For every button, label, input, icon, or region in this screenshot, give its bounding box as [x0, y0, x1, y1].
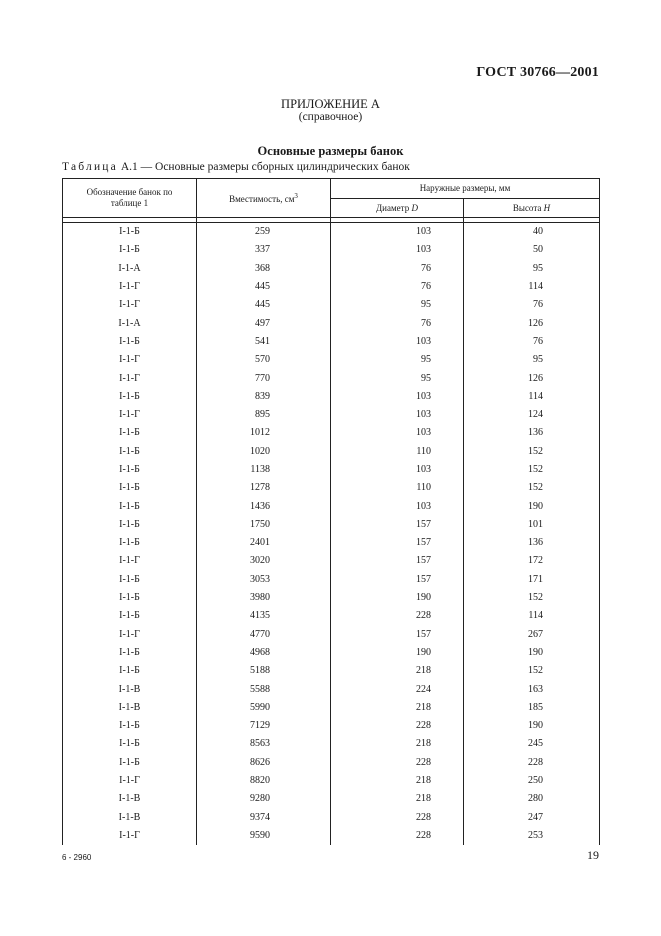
designation-cell: I-1-Б [63, 497, 197, 515]
page-number: 19 [587, 848, 599, 862]
diameter-cell: 95 [331, 351, 464, 369]
table-row [63, 662, 600, 680]
table-row [63, 296, 600, 314]
table-row [63, 772, 600, 790]
capacity-cell: 4770 [197, 626, 331, 644]
diameter-cell: 103 [331, 406, 464, 424]
table-caption-word: Таблица [62, 161, 118, 173]
diameter-cell: 103 [331, 388, 464, 406]
print-code: 6 - 2960 [62, 853, 92, 862]
height-cell: 152 [464, 443, 600, 461]
designation-cell: I-1-Г [63, 351, 197, 369]
designation-cell: I-1-Г [63, 278, 197, 296]
designation-cell: I-1-В [63, 699, 197, 717]
header-capacity [197, 179, 331, 218]
diameter-cell: 76 [331, 314, 464, 332]
table-row [63, 626, 600, 644]
diameter-cell: 218 [331, 790, 464, 808]
designation-cell: I-1-А [63, 314, 197, 332]
table-row [63, 443, 600, 461]
header-designation: Обозначение банок по таблице 1 [63, 179, 197, 218]
designation-cell: I-1-Г [63, 772, 197, 790]
capacity-cell: 259 [197, 223, 331, 242]
diameter-cell: 103 [331, 333, 464, 351]
table-row [63, 424, 600, 442]
table-row [63, 790, 600, 808]
height-cell: 124 [464, 406, 600, 424]
designation-cell: I-1-Б [63, 662, 197, 680]
diameter-cell: 218 [331, 735, 464, 753]
header-diameter-label: Диаметр [376, 202, 410, 213]
designation-cell: I-1-Б [63, 461, 197, 479]
height-cell: 76 [464, 333, 600, 351]
height-cell: 114 [464, 607, 600, 625]
designation-cell: I-1-Г [63, 369, 197, 387]
height-cell: 250 [464, 772, 600, 790]
height-cell: 126 [464, 369, 600, 387]
capacity-cell: 895 [197, 406, 331, 424]
designation-cell: I-1-Б [63, 735, 197, 753]
height-cell: 40 [464, 223, 600, 242]
diameter-cell: 190 [331, 589, 464, 607]
height-cell: 76 [464, 296, 600, 314]
designation-cell: I-1-Б [63, 589, 197, 607]
table-row [63, 680, 600, 698]
table-row [63, 644, 600, 662]
capacity-cell: 770 [197, 369, 331, 387]
height-cell: 190 [464, 717, 600, 735]
capacity-cell: 9280 [197, 790, 331, 808]
designation-cell: I-1-Б [63, 516, 197, 534]
height-cell: 152 [464, 479, 600, 497]
height-cell: 171 [464, 571, 600, 589]
height-cell: 190 [464, 497, 600, 515]
height-cell: 101 [464, 516, 600, 534]
table-row [63, 589, 600, 607]
diameter-cell: 103 [331, 424, 464, 442]
capacity-cell: 5588 [197, 680, 331, 698]
table-row [63, 717, 600, 735]
designation-cell: I-1-Б [63, 241, 197, 259]
designation-cell: I-1-Г [63, 626, 197, 644]
height-cell: 152 [464, 662, 600, 680]
capacity-cell: 2401 [197, 534, 331, 552]
capacity-cell: 7129 [197, 717, 331, 735]
designation-cell: I-1-В [63, 680, 197, 698]
diameter-cell: 76 [331, 260, 464, 278]
diameter-cell: 103 [331, 223, 464, 242]
designation-cell: I-1-В [63, 809, 197, 827]
table-row [63, 497, 600, 515]
table-row [63, 809, 600, 827]
designation-cell: I-1-А [63, 260, 197, 278]
diameter-cell: 218 [331, 662, 464, 680]
height-cell: 114 [464, 388, 600, 406]
table-caption [62, 161, 410, 173]
table-row [63, 461, 600, 479]
capacity-cell: 445 [197, 296, 331, 314]
capacity-cell: 9374 [197, 809, 331, 827]
capacity-cell: 839 [197, 388, 331, 406]
header-capacity-sup: 3 [294, 192, 298, 200]
table-row [63, 314, 600, 332]
height-cell: 136 [464, 534, 600, 552]
capacity-cell: 1138 [197, 461, 331, 479]
capacity-cell: 4135 [197, 607, 331, 625]
diameter-cell: 95 [331, 369, 464, 387]
height-cell: 114 [464, 278, 600, 296]
table-row [63, 388, 600, 406]
height-cell: 126 [464, 314, 600, 332]
height-cell: 172 [464, 552, 600, 570]
capacity-cell: 337 [197, 241, 331, 259]
table-row [63, 516, 600, 534]
table-row [63, 534, 600, 552]
height-cell: 136 [464, 424, 600, 442]
diameter-cell: 157 [331, 516, 464, 534]
diameter-cell: 218 [331, 772, 464, 790]
diameter-cell: 110 [331, 479, 464, 497]
designation-cell: I-1-Г [63, 552, 197, 570]
diameter-cell: 157 [331, 626, 464, 644]
capacity-cell: 1750 [197, 516, 331, 534]
designation-cell: I-1-Б [63, 534, 197, 552]
capacity-cell: 445 [197, 278, 331, 296]
capacity-cell: 8563 [197, 735, 331, 753]
diameter-cell: 157 [331, 571, 464, 589]
section-title: Основные размеры банок [257, 144, 404, 158]
designation-cell: I-1-Б [63, 443, 197, 461]
height-cell: 152 [464, 461, 600, 479]
table-row [63, 607, 600, 625]
table-row [63, 369, 600, 387]
capacity-cell: 3020 [197, 552, 331, 570]
diameter-cell: 218 [331, 699, 464, 717]
table-row [63, 241, 600, 259]
designation-cell: I-1-Б [63, 479, 197, 497]
capacity-cell: 3980 [197, 589, 331, 607]
table-row [63, 278, 600, 296]
designation-cell: I-1-Б [63, 644, 197, 662]
table-row [63, 479, 600, 497]
designation-cell: I-1-Г [63, 296, 197, 314]
height-cell: 253 [464, 827, 600, 845]
table-row [63, 699, 600, 717]
designation-cell: I-1-В [63, 790, 197, 808]
appendix-title: ПРИЛОЖЕНИЕ А [281, 97, 380, 111]
table-row [63, 827, 600, 845]
designation-cell: I-1-Б [63, 424, 197, 442]
height-cell: 280 [464, 790, 600, 808]
table-body [63, 223, 600, 846]
capacity-cell: 9590 [197, 827, 331, 845]
capacity-cell: 570 [197, 351, 331, 369]
designation-cell: I-1-Б [63, 571, 197, 589]
capacity-cell: 8820 [197, 772, 331, 790]
table-row [63, 735, 600, 753]
capacity-cell: 3053 [197, 571, 331, 589]
capacity-cell: 497 [197, 314, 331, 332]
diameter-cell: 190 [331, 644, 464, 662]
capacity-cell: 1436 [197, 497, 331, 515]
diameter-cell: 95 [331, 296, 464, 314]
designation-cell: I-1-Б [63, 754, 197, 772]
table-row [63, 571, 600, 589]
capacity-cell: 1012 [197, 424, 331, 442]
diameter-cell: 76 [331, 278, 464, 296]
height-cell: 245 [464, 735, 600, 753]
table-row [63, 351, 600, 369]
capacity-cell: 4968 [197, 644, 331, 662]
height-cell: 185 [464, 699, 600, 717]
diameter-cell: 157 [331, 534, 464, 552]
capacity-cell: 541 [197, 333, 331, 351]
header-outer-dimensions: Наружные размеры, мм [331, 179, 600, 199]
capacity-cell: 5188 [197, 662, 331, 680]
height-cell: 163 [464, 680, 600, 698]
designation-cell: I-1-Б [63, 717, 197, 735]
capacity-cell: 368 [197, 260, 331, 278]
height-cell: 228 [464, 754, 600, 772]
designation-cell: I-1-Б [63, 388, 197, 406]
designation-cell: I-1-Г [63, 827, 197, 845]
table-caption-text: А.1 — Основные размеры сборных цилиндрических банок [117, 161, 410, 173]
capacity-cell: 1020 [197, 443, 331, 461]
capacity-cell: 5990 [197, 699, 331, 717]
capacity-cell: 8626 [197, 754, 331, 772]
header-capacity-label: Вместимость, см [229, 194, 295, 204]
diameter-cell: 228 [331, 717, 464, 735]
diameter-cell: 103 [331, 497, 464, 515]
table-row [63, 406, 600, 424]
height-cell: 95 [464, 351, 600, 369]
capacity-cell: 1278 [197, 479, 331, 497]
height-cell: 267 [464, 626, 600, 644]
height-cell: 247 [464, 809, 600, 827]
document-code: ГОСТ 30766—2001 [476, 65, 599, 80]
diameter-cell: 103 [331, 461, 464, 479]
diameter-cell: 228 [331, 607, 464, 625]
header-diameter [331, 199, 464, 218]
header-height-symbol: H [543, 202, 551, 213]
designation-cell: I-1-Б [63, 333, 197, 351]
designation-cell: I-1-Б [63, 607, 197, 625]
height-cell: 190 [464, 644, 600, 662]
diameter-cell: 110 [331, 443, 464, 461]
header-diameter-symbol: D [411, 202, 418, 213]
designation-cell: I-1-Б [63, 223, 197, 242]
diameter-cell: 157 [331, 552, 464, 570]
appendix-subtitle: (справочное) [298, 111, 363, 123]
height-cell: 50 [464, 241, 600, 259]
height-cell: 95 [464, 260, 600, 278]
height-cell: 152 [464, 589, 600, 607]
header-height-label: Высота [512, 202, 542, 213]
diameter-cell: 224 [331, 680, 464, 698]
table-row [63, 754, 600, 772]
table-row [63, 552, 600, 570]
diameter-cell: 228 [331, 809, 464, 827]
table-row [63, 223, 600, 242]
header-height [464, 199, 600, 218]
dimensions-table [62, 178, 600, 845]
diameter-cell: 228 [331, 754, 464, 772]
diameter-cell: 103 [331, 241, 464, 259]
diameter-cell: 228 [331, 827, 464, 845]
table-row [63, 333, 600, 351]
table-row [63, 260, 600, 278]
designation-cell: I-1-Г [63, 406, 197, 424]
